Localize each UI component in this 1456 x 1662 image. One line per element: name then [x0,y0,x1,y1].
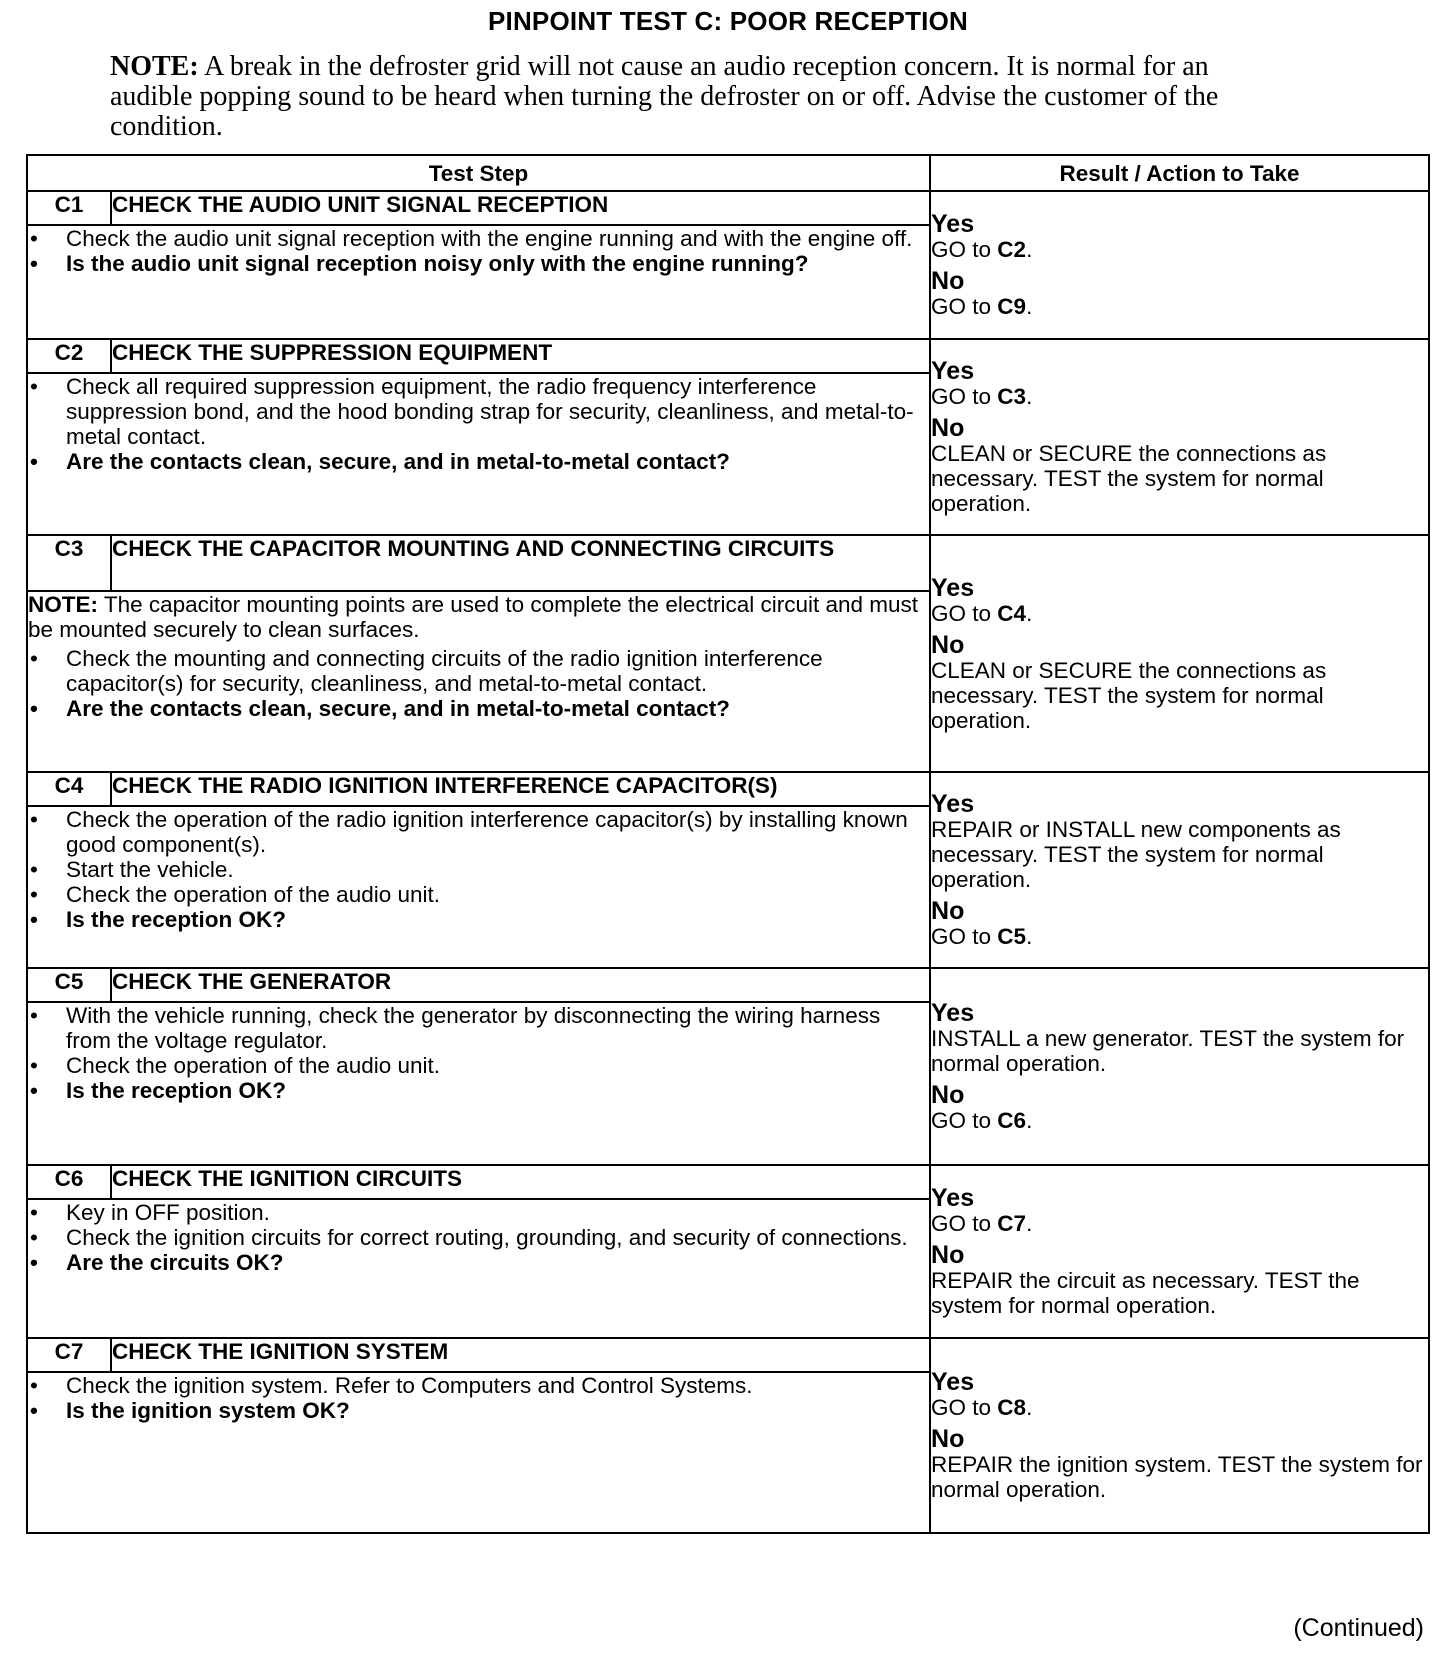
step-result [930,968,1429,1165]
step-bullet-text: Are the circuits OK? [66,1250,284,1275]
no-action-text: CLEAN or SECURE the connections as necessary. TEST the system for normal operation. [931,441,1327,516]
no-action-tail: . [1026,294,1033,319]
step-bullet-list [28,1003,929,1103]
step-bullet [28,857,929,882]
yes-action-text: REPAIR or INSTALL new components as necessary. TEST the system for normal operation. [931,817,1341,892]
step-bullet-text: Are the contacts clean, secure, and in metal-to-metal contact? [66,449,730,474]
step-bullet-list [28,226,929,276]
step-question [28,1250,929,1275]
bullet-glyph: • [30,1398,38,1423]
yes-action-text: GO to [931,600,998,626]
step-result [930,339,1429,535]
no-action-text: GO to [931,294,998,319]
step-id: C4 [27,772,111,806]
yes-action [931,1395,1428,1420]
step-title: CHECK THE IGNITION CIRCUITS [111,1165,930,1199]
step-note-text: The capacitor mounting points are used to complete the electrical circuit and must be mounted securely to clean surfaces. [28,592,919,642]
header-result-action: Result / Action to Take [930,155,1429,191]
yes-label: Yes [931,573,975,602]
bullet-glyph: • [30,1078,38,1103]
step-instructions [27,1002,930,1165]
step-instructions [27,806,930,968]
step-header-row [27,339,1429,373]
yes-action [931,1211,1428,1236]
bullet-glyph: • [30,226,38,251]
no-action-text: GO to [931,924,998,949]
intro-note [110,52,1290,142]
yes-label: Yes [931,999,975,1027]
yes-action-tail: . [1026,237,1033,262]
step-instructions [27,225,930,339]
step-title: CHECK THE AUDIO UNIT SIGNAL RECEPTION [111,191,930,225]
step-bullet [28,1003,929,1053]
step-title: CHECK THE RADIO IGNITION INTERFERENCE CAPACITOR(S) [111,772,930,806]
no-step-ref: C5 [997,924,1027,949]
yes-step-ref: C7 [997,1211,1027,1236]
step-result [930,1165,1429,1338]
no-action [931,294,1428,319]
step-bullet [28,807,929,857]
step-bullet-list [28,374,929,474]
step-bullet-text: Is the reception OK? [66,1078,287,1103]
no-step-ref: C9 [997,294,1027,319]
no-label: No [931,897,965,925]
step-bullet-text: Check the operation of the radio ignition interference capacitor(s) by installing known good component(s). [66,807,908,857]
pinpoint-test-table [26,154,1430,1534]
step-header-row [27,772,1429,806]
step-question [28,449,929,474]
step-bullet [28,1373,929,1398]
step-bullet-text: Are the contacts clean, secure, and in metal-to-metal contact? [66,696,730,721]
step-question [28,696,929,721]
step-bullet-text: Check the audio unit signal reception with the engine running and with the engine off. [66,226,913,251]
no-action [931,441,1428,516]
step-bullet-list [28,1373,929,1423]
step-bullet-text: Start the vehicle. [66,857,234,882]
no-label: No [931,1081,965,1109]
no-action [931,1452,1428,1502]
page-title: PINPOINT TEST C: POOR RECEPTION [487,6,968,36]
no-action-tail: . [1026,924,1033,949]
bullet-glyph: • [30,696,38,721]
no-label: No [931,630,965,659]
yes-action-tail: . [1026,600,1033,626]
yes-action-text: GO to [931,237,998,262]
step-title: CHECK THE IGNITION SYSTEM [111,1338,930,1372]
no-action-text: REPAIR the circuit as necessary. TEST the system for normal operation. [931,1268,1360,1318]
intro-note-text: A break in the defroster grid will not cause an audio reception concern. It is normal for an audible popping sound to be heard when turning the defroster on or off. Advise the customer of the condition. [110,51,1219,142]
yes-action-text: GO to [931,1395,998,1420]
yes-action [931,817,1428,892]
yes-action [931,601,1428,626]
step-bullet [28,646,929,696]
step-note [28,592,929,642]
bullet-glyph: • [30,1373,38,1398]
step-instructions [27,591,930,772]
step-title: CHECK THE CAPACITOR MOUNTING AND CONNECTING CIRCUITS [111,535,930,591]
yes-action-text: GO to [931,1211,998,1236]
no-action [931,1268,1428,1318]
step-bullet-text: Is the reception OK? [66,907,287,932]
step-header-row [27,1165,1429,1199]
bullet-glyph: • [30,1250,38,1275]
no-label: No [931,1241,965,1269]
step-id: C6 [27,1165,111,1199]
no-label: No [931,267,965,295]
no-action [931,1108,1428,1133]
bullet-glyph: • [30,882,38,907]
yes-action [931,237,1428,262]
step-id: C7 [27,1338,111,1372]
step-header-row [27,535,1429,591]
step-instructions [27,1372,930,1533]
step-bullet [28,226,929,251]
step-question [28,907,929,932]
step-id: C3 [27,535,111,591]
yes-action [931,1026,1428,1076]
no-label: No [931,414,965,442]
no-action [931,924,1428,949]
step-title: CHECK THE GENERATOR [111,968,930,1002]
bullet-glyph: • [30,374,38,399]
step-title: CHECK THE SUPPRESSION EQUIPMENT [111,339,930,373]
step-result [930,535,1429,772]
step-bullet [28,1225,929,1250]
yes-step-ref: C4 [997,600,1027,626]
step-header-row [27,968,1429,1002]
yes-label: Yes [931,790,975,818]
step-bullet-text: Check the operation of the audio unit. [66,1053,441,1078]
no-action-text: CLEAN or SECURE the connections as necessary. TEST the system for normal operation. [931,657,1327,733]
step-bullet-list [28,646,929,721]
header-test-step: Test Step [27,155,930,191]
step-bullet-text: Is the ignition system OK? [66,1398,350,1423]
yes-action [931,384,1428,409]
table-header-row [27,155,1429,191]
yes-step-ref: C8 [997,1395,1027,1420]
step-header-row [27,191,1429,225]
yes-label: Yes [931,210,975,238]
step-question [28,1078,929,1103]
no-action-text: REPAIR the ignition system. TEST the system for normal operation. [931,1452,1423,1502]
no-label: No [931,1425,965,1453]
step-bullet-text: Check the ignition system. Refer to Computers and Control Systems. [66,1373,753,1398]
bullet-glyph: • [30,251,38,276]
step-bullet-list [28,807,929,932]
step-id: C2 [27,339,111,373]
bullet-glyph: • [30,907,38,932]
step-bullet [28,882,929,907]
yes-label: Yes [931,357,975,385]
bullet-glyph: • [30,1225,38,1250]
step-bullet-text: Check the mounting and connecting circuits of the radio ignition interference capacitor(s) for security, cleanliness, and metal-to-metal contact. [66,646,823,696]
step-bullet [28,1053,929,1078]
yes-label: Yes [931,1184,975,1212]
yes-step-ref: C2 [997,237,1027,262]
step-bullet-text: Check all required suppression equipment, the radio frequency interference suppression bond, and the hood bonding strap for security, cleanliness, and metal-to-metal contact. [66,374,914,449]
step-note-label: NOTE: [28,592,98,617]
step-bullet-text: Key in OFF position. [66,1200,270,1225]
no-action-tail: . [1026,1108,1033,1133]
bullet-glyph: • [30,857,38,882]
bullet-glyph: • [30,1200,38,1225]
no-step-ref: C6 [997,1108,1027,1133]
yes-action-tail: . [1026,1395,1033,1420]
step-header-row [27,1338,1429,1372]
yes-action-text: GO to [931,384,998,409]
yes-action-tail: . [1026,384,1033,409]
step-result [930,191,1429,339]
step-result [930,772,1429,968]
step-bullet [28,374,929,449]
bullet-glyph: • [30,449,38,474]
step-question [28,1398,929,1423]
bullet-glyph: • [30,1053,38,1078]
bullet-glyph: • [30,807,38,832]
intro-note-label: NOTE: [110,51,199,82]
step-bullet-text: Check the operation of the audio unit. [66,882,441,907]
yes-action-text: INSTALL a new generator. TEST the system for normal operation. [931,1026,1405,1076]
bullet-glyph: • [30,1003,38,1028]
step-bullet [28,1200,929,1225]
step-instructions [27,1199,930,1338]
continued-label: (Continued) [1293,1614,1424,1642]
step-question [28,251,929,276]
step-bullet-list [28,1200,929,1275]
step-bullet-text: Check the ignition circuits for correct routing, grounding, and security of connections. [66,1225,908,1250]
step-instructions [27,373,930,535]
table-body [27,191,1429,1533]
step-id: C1 [27,191,111,225]
yes-step-ref: C3 [997,384,1027,409]
step-id: C5 [27,968,111,1002]
bullet-glyph: • [30,646,38,671]
step-bullet-text: Is the audio unit signal reception noisy only with the engine running? [66,251,809,276]
yes-action-tail: . [1026,1211,1033,1236]
yes-label: Yes [931,1368,975,1396]
step-bullet-text: With the vehicle running, check the generator by disconnecting the wiring harness from the voltage regulator. [66,1003,881,1053]
no-action-text: GO to [931,1108,998,1133]
no-action [931,658,1428,733]
step-result [930,1338,1429,1533]
